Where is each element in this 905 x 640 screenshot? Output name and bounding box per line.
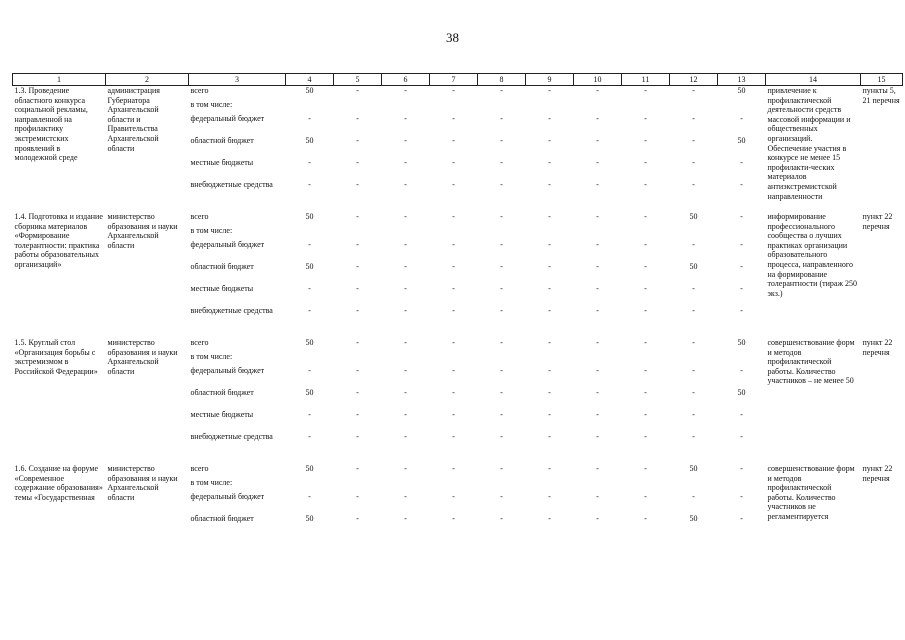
spacer-cell bbox=[13, 328, 903, 338]
funding-value: - bbox=[356, 410, 359, 419]
executor: администрация Губернатора Архангельской области и Правительства Архангельской области bbox=[107, 86, 160, 153]
executor: министерство образования и науки Архангельской области bbox=[107, 212, 178, 250]
funding-value: - bbox=[596, 86, 599, 95]
funding-value: - bbox=[308, 432, 311, 441]
funding-value: - bbox=[308, 114, 311, 123]
funding-value: - bbox=[692, 432, 695, 441]
funding-value: 50 bbox=[305, 86, 314, 95]
header-row bbox=[13, 74, 903, 86]
funding-source-label: всего bbox=[190, 338, 209, 347]
funding-value: - bbox=[356, 158, 359, 167]
reference-points: пункт 22 перечня bbox=[862, 338, 893, 357]
funding-value: - bbox=[404, 136, 407, 145]
funding-value: 50 bbox=[737, 136, 746, 145]
funding-value: - bbox=[692, 492, 695, 501]
empty-cell bbox=[622, 478, 670, 492]
funding-value: - bbox=[404, 240, 407, 249]
funding-source-label: федеральный бюджет bbox=[190, 366, 265, 375]
funding-value: - bbox=[452, 464, 455, 473]
empty-cell bbox=[526, 100, 574, 114]
funding-value: - bbox=[308, 306, 311, 315]
funding-value: - bbox=[500, 114, 503, 123]
program-table bbox=[12, 73, 903, 536]
funding-value: - bbox=[500, 464, 503, 473]
funding-value: - bbox=[356, 432, 359, 441]
funding-value: - bbox=[596, 492, 599, 501]
funding-value: - bbox=[500, 262, 503, 271]
funding-value: - bbox=[404, 306, 407, 315]
funding-value: - bbox=[452, 492, 455, 501]
funding-value: - bbox=[644, 514, 647, 523]
funding-value: - bbox=[548, 432, 551, 441]
funding-source-label: всего bbox=[190, 212, 209, 221]
funding-value: - bbox=[692, 338, 695, 347]
empty-cell bbox=[718, 100, 766, 114]
empty-cell bbox=[478, 352, 526, 366]
funding-value: - bbox=[404, 262, 407, 271]
column-header-15: 15 bbox=[861, 74, 903, 86]
funding-value: - bbox=[500, 212, 503, 221]
funding-value: - bbox=[500, 388, 503, 397]
empty-cell bbox=[622, 352, 670, 366]
funding-value: - bbox=[548, 262, 551, 271]
funding-value: - bbox=[644, 464, 647, 473]
funding-value: - bbox=[740, 240, 743, 249]
funding-value: - bbox=[548, 514, 551, 523]
funding-value: - bbox=[596, 212, 599, 221]
funding-value: - bbox=[356, 284, 359, 293]
funding-value: - bbox=[740, 114, 743, 123]
funding-value: - bbox=[308, 180, 311, 189]
funding-source-label: внебюджетные средства bbox=[190, 432, 273, 441]
funding-value: - bbox=[692, 410, 695, 419]
funding-value: - bbox=[452, 338, 455, 347]
executor: министерство образования и науки Архангельской области bbox=[107, 338, 178, 376]
funding-value: - bbox=[404, 432, 407, 441]
funding-value: - bbox=[452, 158, 455, 167]
funding-value: - bbox=[548, 212, 551, 221]
funding-source-label: местные бюджеты bbox=[190, 158, 254, 167]
funding-value: - bbox=[404, 514, 407, 523]
empty-cell bbox=[430, 352, 478, 366]
funding-value: - bbox=[644, 86, 647, 95]
empty-cell bbox=[430, 226, 478, 240]
funding-source-label: в том числе: bbox=[190, 226, 233, 235]
expected-result: информирование профессионального сообщества о лучших практиках организации образовательного процесса, направленного на формирование толерантности (тираж 250 экз.) bbox=[767, 212, 857, 298]
empty-cell bbox=[334, 100, 382, 114]
column-header-1: 1 bbox=[13, 74, 106, 86]
empty-cell bbox=[286, 100, 334, 114]
funding-value: - bbox=[596, 136, 599, 145]
funding-value: - bbox=[548, 136, 551, 145]
funding-value: 50 bbox=[305, 464, 314, 473]
funding-value: - bbox=[692, 180, 695, 189]
table-row bbox=[13, 464, 903, 478]
empty-cell bbox=[430, 100, 478, 114]
funding-value: - bbox=[740, 492, 743, 501]
funding-value: - bbox=[500, 306, 503, 315]
funding-value: - bbox=[596, 410, 599, 419]
column-header-10: 10 bbox=[574, 74, 622, 86]
funding-value: 50 bbox=[689, 514, 698, 523]
funding-value: - bbox=[548, 86, 551, 95]
empty-cell bbox=[382, 226, 430, 240]
funding-value: - bbox=[548, 464, 551, 473]
empty-cell bbox=[574, 100, 622, 114]
empty-cell bbox=[382, 478, 430, 492]
reference-points: пункт 22 перечня bbox=[862, 212, 893, 231]
expected-result: совершенствование форм и методов профилактической работы. Количество участников не регламентируется bbox=[767, 464, 855, 521]
funding-value: - bbox=[692, 284, 695, 293]
column-header-2: 2 bbox=[106, 74, 189, 86]
funding-value: - bbox=[356, 114, 359, 123]
funding-value: - bbox=[452, 284, 455, 293]
funding-value: - bbox=[692, 86, 695, 95]
funding-value: - bbox=[452, 306, 455, 315]
funding-value: - bbox=[644, 136, 647, 145]
funding-value: - bbox=[452, 136, 455, 145]
empty-cell bbox=[526, 226, 574, 240]
funding-value: 50 bbox=[689, 262, 698, 271]
executor: министерство образования и науки Архангельской области bbox=[107, 464, 178, 502]
funding-value: - bbox=[596, 262, 599, 271]
funding-value: - bbox=[308, 240, 311, 249]
reference-points: пункты 5, 21 перечня bbox=[862, 86, 900, 105]
funding-source-label: всего bbox=[190, 86, 209, 95]
funding-value: 50 bbox=[305, 514, 314, 523]
activity-name: 1.3. Проведение областного конкурса социальной рекламы, направленной на профилактику экстремистских проявлений в молодежной среде bbox=[14, 86, 88, 163]
reference-points: пункт 22 перечня bbox=[862, 464, 893, 483]
funding-value: - bbox=[404, 388, 407, 397]
funding-value: - bbox=[452, 212, 455, 221]
empty-cell bbox=[334, 352, 382, 366]
funding-source-label: областной бюджет bbox=[190, 136, 254, 145]
funding-source-label: местные бюджеты bbox=[190, 284, 254, 293]
funding-value: - bbox=[740, 180, 743, 189]
funding-value: - bbox=[596, 284, 599, 293]
funding-value: - bbox=[500, 492, 503, 501]
funding-source-label: в том числе: bbox=[190, 352, 233, 361]
funding-value: - bbox=[404, 410, 407, 419]
funding-value: - bbox=[500, 284, 503, 293]
column-header-12: 12 bbox=[670, 74, 718, 86]
funding-value: - bbox=[596, 158, 599, 167]
funding-value: - bbox=[740, 212, 743, 221]
funding-value: - bbox=[644, 212, 647, 221]
funding-value: - bbox=[644, 432, 647, 441]
table-row bbox=[13, 212, 903, 226]
table-row bbox=[13, 86, 903, 101]
funding-value: - bbox=[452, 410, 455, 419]
funding-value: - bbox=[740, 284, 743, 293]
funding-value: - bbox=[692, 306, 695, 315]
funding-value: - bbox=[500, 180, 503, 189]
funding-value: - bbox=[356, 388, 359, 397]
funding-value: - bbox=[548, 240, 551, 249]
funding-value: - bbox=[308, 158, 311, 167]
funding-value: - bbox=[644, 240, 647, 249]
funding-value: - bbox=[644, 284, 647, 293]
column-header-14: 14 bbox=[766, 74, 861, 86]
funding-value: 50 bbox=[305, 262, 314, 271]
empty-cell bbox=[478, 226, 526, 240]
funding-value: - bbox=[452, 366, 455, 375]
funding-value: - bbox=[404, 212, 407, 221]
row-spacer bbox=[13, 454, 903, 464]
funding-value: - bbox=[596, 366, 599, 375]
empty-cell bbox=[286, 478, 334, 492]
funding-value: - bbox=[548, 388, 551, 397]
empty-cell bbox=[574, 478, 622, 492]
funding-value: - bbox=[548, 410, 551, 419]
funding-value: - bbox=[356, 262, 359, 271]
funding-value: - bbox=[308, 492, 311, 501]
funding-value: - bbox=[308, 366, 311, 375]
page-number: 38 bbox=[446, 30, 459, 45]
funding-source-label: областной бюджет bbox=[190, 388, 254, 397]
column-header-7: 7 bbox=[430, 74, 478, 86]
funding-value: - bbox=[740, 306, 743, 315]
funding-value: 50 bbox=[305, 212, 314, 221]
row-spacer bbox=[13, 202, 903, 212]
funding-value: - bbox=[548, 366, 551, 375]
column-header-13: 13 bbox=[718, 74, 766, 86]
funding-source-label: федеральный бюджет bbox=[190, 492, 265, 501]
funding-source-label: областной бюджет bbox=[190, 514, 254, 523]
funding-value: 50 bbox=[689, 464, 698, 473]
funding-value: - bbox=[644, 158, 647, 167]
funding-value: - bbox=[548, 180, 551, 189]
funding-value: - bbox=[740, 464, 743, 473]
funding-source-label: внебюджетные средства bbox=[190, 306, 273, 315]
funding-source-label: в том числе: bbox=[190, 100, 233, 109]
empty-cell bbox=[478, 100, 526, 114]
funding-value: - bbox=[644, 366, 647, 375]
empty-cell bbox=[622, 226, 670, 240]
empty-cell bbox=[574, 352, 622, 366]
funding-value: - bbox=[596, 464, 599, 473]
column-header-6: 6 bbox=[382, 74, 430, 86]
funding-value: - bbox=[500, 158, 503, 167]
expected-result: привлечение к профилактической деятельности средств массовой информации и общественных организаций. Обеспечение участия в конкурсе не менее 15 профилакти-ческих материалов антиэкстремистской направленности bbox=[767, 86, 851, 201]
funding-value: - bbox=[644, 338, 647, 347]
row-spacer bbox=[13, 328, 903, 338]
funding-value: - bbox=[356, 492, 359, 501]
funding-value: - bbox=[596, 114, 599, 123]
empty-cell bbox=[670, 100, 718, 114]
funding-value: - bbox=[404, 338, 407, 347]
funding-value: 50 bbox=[737, 86, 746, 95]
funding-value: - bbox=[452, 388, 455, 397]
column-header-3: 3 bbox=[189, 74, 286, 86]
funding-value: - bbox=[548, 114, 551, 123]
funding-value: - bbox=[644, 180, 647, 189]
empty-cell bbox=[334, 226, 382, 240]
funding-value: - bbox=[500, 338, 503, 347]
activity-name: 1.4. Подготовка и издание сборника материалов «Формирование толерантности: практика работы образовательных организаций» bbox=[14, 212, 103, 269]
funding-value: - bbox=[452, 240, 455, 249]
funding-value: - bbox=[740, 366, 743, 375]
funding-value: - bbox=[596, 514, 599, 523]
empty-cell bbox=[670, 352, 718, 366]
funding-value: - bbox=[404, 284, 407, 293]
empty-cell bbox=[526, 352, 574, 366]
empty-cell bbox=[430, 478, 478, 492]
funding-value: - bbox=[356, 212, 359, 221]
funding-value: - bbox=[692, 136, 695, 145]
column-header-8: 8 bbox=[478, 74, 526, 86]
funding-value: - bbox=[500, 410, 503, 419]
funding-value: - bbox=[548, 338, 551, 347]
funding-value: - bbox=[404, 366, 407, 375]
funding-value: - bbox=[356, 464, 359, 473]
column-header-5: 5 bbox=[334, 74, 382, 86]
funding-value: - bbox=[404, 492, 407, 501]
funding-value: - bbox=[692, 388, 695, 397]
funding-value: - bbox=[452, 262, 455, 271]
funding-value: - bbox=[500, 432, 503, 441]
spacer-cell bbox=[13, 202, 903, 212]
empty-cell bbox=[478, 478, 526, 492]
funding-value: - bbox=[740, 158, 743, 167]
funding-value: - bbox=[596, 432, 599, 441]
funding-value: - bbox=[644, 306, 647, 315]
empty-cell bbox=[718, 226, 766, 240]
funding-value: - bbox=[644, 388, 647, 397]
empty-cell bbox=[670, 478, 718, 492]
funding-source-label: федеральный бюджет bbox=[190, 240, 265, 249]
column-header-4: 4 bbox=[286, 74, 334, 86]
empty-cell bbox=[286, 352, 334, 366]
funding-value: - bbox=[548, 306, 551, 315]
funding-value: - bbox=[356, 180, 359, 189]
funding-value: - bbox=[500, 136, 503, 145]
funding-value: - bbox=[404, 114, 407, 123]
funding-value: - bbox=[356, 514, 359, 523]
funding-value: 50 bbox=[737, 388, 746, 397]
funding-value: - bbox=[308, 410, 311, 419]
column-header-11: 11 bbox=[622, 74, 670, 86]
funding-value: - bbox=[740, 262, 743, 271]
funding-value: - bbox=[452, 432, 455, 441]
funding-value: - bbox=[452, 86, 455, 95]
funding-value: - bbox=[596, 240, 599, 249]
funding-value: - bbox=[356, 240, 359, 249]
funding-value: - bbox=[356, 366, 359, 375]
empty-cell bbox=[382, 100, 430, 114]
funding-value: - bbox=[644, 410, 647, 419]
funding-value: - bbox=[452, 180, 455, 189]
empty-cell bbox=[334, 478, 382, 492]
empty-cell bbox=[574, 226, 622, 240]
funding-value: - bbox=[644, 114, 647, 123]
funding-value: - bbox=[308, 284, 311, 293]
funding-value: - bbox=[548, 158, 551, 167]
empty-cell bbox=[286, 226, 334, 240]
funding-value: - bbox=[452, 114, 455, 123]
empty-cell bbox=[718, 478, 766, 492]
funding-value: - bbox=[452, 514, 455, 523]
funding-value: - bbox=[356, 306, 359, 315]
funding-value: - bbox=[644, 492, 647, 501]
funding-value: - bbox=[740, 410, 743, 419]
empty-cell bbox=[670, 226, 718, 240]
funding-value: - bbox=[692, 114, 695, 123]
funding-value: 50 bbox=[689, 212, 698, 221]
activity-name: 1.6. Создание на форуме «Современное содержание образования» темы «Государственная bbox=[14, 464, 103, 502]
activity-name: 1.5. Круглый стол «Организация борьбы с экстремизмом в Российской Федерации» bbox=[14, 338, 98, 376]
funding-value: - bbox=[596, 338, 599, 347]
funding-value: - bbox=[404, 464, 407, 473]
funding-value: - bbox=[596, 306, 599, 315]
funding-source-label: всего bbox=[190, 464, 209, 473]
funding-value: 50 bbox=[305, 136, 314, 145]
funding-value: - bbox=[356, 136, 359, 145]
funding-value: 50 bbox=[737, 338, 746, 347]
table-row bbox=[13, 338, 903, 352]
funding-value: - bbox=[644, 262, 647, 271]
empty-cell bbox=[622, 100, 670, 114]
funding-source-label: федеральный бюджет bbox=[190, 114, 265, 123]
table-body bbox=[13, 86, 903, 537]
funding-value: 50 bbox=[305, 338, 314, 347]
funding-value: - bbox=[692, 158, 695, 167]
funding-value: - bbox=[500, 240, 503, 249]
funding-value: - bbox=[596, 388, 599, 397]
funding-value: - bbox=[500, 514, 503, 523]
funding-value: - bbox=[740, 514, 743, 523]
empty-cell bbox=[718, 352, 766, 366]
funding-source-label: местные бюджеты bbox=[190, 410, 254, 419]
empty-cell bbox=[382, 352, 430, 366]
funding-value: - bbox=[404, 86, 407, 95]
funding-source-label: областной бюджет bbox=[190, 262, 254, 271]
empty-cell bbox=[526, 478, 574, 492]
funding-value: - bbox=[692, 366, 695, 375]
funding-value: - bbox=[356, 338, 359, 347]
column-header-9: 9 bbox=[526, 74, 574, 86]
expected-result: совершенствование форм и методов профилактической работы. Количество участников – не менее 50 bbox=[767, 338, 855, 386]
funding-source-label: внебюджетные средства bbox=[190, 180, 273, 189]
funding-value: - bbox=[500, 366, 503, 375]
funding-value: - bbox=[500, 86, 503, 95]
funding-value: - bbox=[356, 86, 359, 95]
spacer-cell bbox=[13, 454, 903, 464]
funding-source-label: в том числе: bbox=[190, 478, 233, 487]
funding-value: - bbox=[404, 180, 407, 189]
funding-value: - bbox=[740, 432, 743, 441]
funding-value: 50 bbox=[305, 388, 314, 397]
funding-value: - bbox=[548, 284, 551, 293]
funding-value: - bbox=[548, 492, 551, 501]
funding-value: - bbox=[692, 240, 695, 249]
funding-value: - bbox=[404, 158, 407, 167]
funding-value: - bbox=[596, 180, 599, 189]
